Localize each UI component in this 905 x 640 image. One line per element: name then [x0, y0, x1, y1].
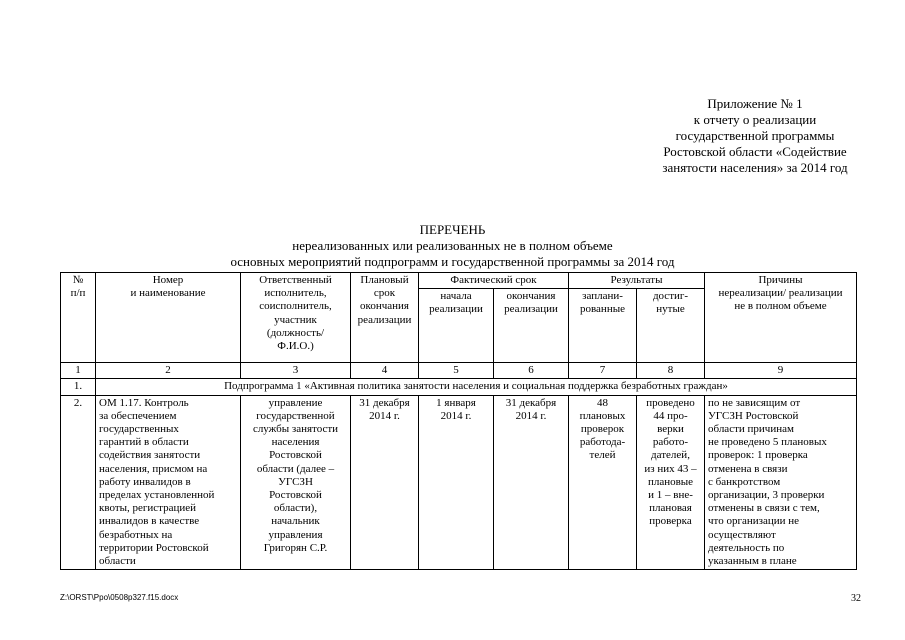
appendix-line: Ростовской области «Содействие	[663, 144, 847, 159]
subprogram-num: 1.	[61, 379, 96, 395]
column-number: 3	[241, 363, 351, 379]
row-planned-end: 31 декабря 2014 г.	[351, 395, 419, 570]
row-actual-end: 31 декабря 2014 г.	[494, 395, 569, 570]
heading-subtitle: основных мероприятий подпрограмм и государственной программы за 2014 год	[230, 254, 675, 269]
table-header-row	[61, 273, 857, 289]
column-number: 8	[637, 363, 705, 379]
column-number-row	[61, 363, 857, 379]
row-responsible: управление государственной службы занятости населения Ростовской области (далее – УГСЗН Ростовской области), начальник управления Григорян С.Р.	[241, 395, 351, 570]
table-row	[61, 395, 857, 570]
header-actual-end: окончания реализации	[494, 289, 569, 363]
column-number: 4	[351, 363, 419, 379]
heading-subtitle: нереализованных или реализованных не в полном объеме	[292, 238, 613, 253]
column-number: 1	[61, 363, 96, 379]
row-results-planned: 48 плановых проверок работода- телей	[569, 395, 637, 570]
header-name: Номер и наименование	[96, 273, 241, 363]
file-path: Z:\ORST\Ppo\0508p327.f15.docx	[60, 593, 179, 602]
row-num: 2.	[61, 395, 96, 570]
appendix-line: к отчету о реализации	[693, 112, 817, 127]
appendix-line: Приложение № 1	[707, 96, 803, 111]
column-number: 9	[705, 363, 857, 379]
column-number: 2	[96, 363, 241, 379]
header-responsible: Ответственный исполнитель, соисполнитель, участник (должность/ Ф.И.О.)	[241, 273, 351, 363]
appendix-block	[600, 96, 905, 176]
subprogram-row	[61, 379, 857, 395]
header-num: № п/п	[61, 273, 96, 363]
header-results-achieved: достиг- нутые	[637, 289, 705, 363]
header-results: Результаты	[569, 273, 705, 289]
header-planned: Плановый срок окончания реализации	[351, 273, 419, 363]
header-results-planned: заплани- рованные	[569, 289, 637, 363]
column-number: 7	[569, 363, 637, 379]
header-actual-start: начала реализации	[419, 289, 494, 363]
header-reasons: Причины нереализации/ реализации не в полном объеме	[705, 273, 857, 363]
appendix-line: государственной программы	[675, 128, 835, 143]
document-heading	[0, 222, 905, 270]
subprogram-title: Подпрограмма 1 «Активная политика занятости населения и социальная поддержка безработных граждан»	[96, 379, 857, 395]
appendix-line: занятости населения» за 2014 год	[662, 160, 848, 175]
heading-title: ПЕРЕЧЕНЬ	[419, 222, 486, 237]
row-reasons: по не зависящим от УГСЗН Ростовской области причинам не проведено 5 плановых проверок: 1 проверка отменена в связи с банкротством организации, 3 проверки отменены в связи с тем, что организации не осуществляют деятельность по указанным в плане	[705, 395, 857, 570]
column-number: 6	[494, 363, 569, 379]
page-number: 32	[851, 593, 861, 604]
header-actual: Фактический срок	[419, 273, 569, 289]
row-name: ОМ 1.17. Контроль за обеспечением государственных гарантий в области содействия занятости населения, присмом на работу инвалидов в пределах установленной квоты, регистрацией инвалидов в качестве безработных на территории Ростовской области	[96, 395, 241, 570]
events-table	[60, 272, 857, 570]
row-results-achieved: проведено 44 про- верки работо- дателей, из них 43 – плановые и 1 – вне- плановая проверка	[637, 395, 705, 570]
column-number: 5	[419, 363, 494, 379]
row-actual-start: 1 января 2014 г.	[419, 395, 494, 570]
